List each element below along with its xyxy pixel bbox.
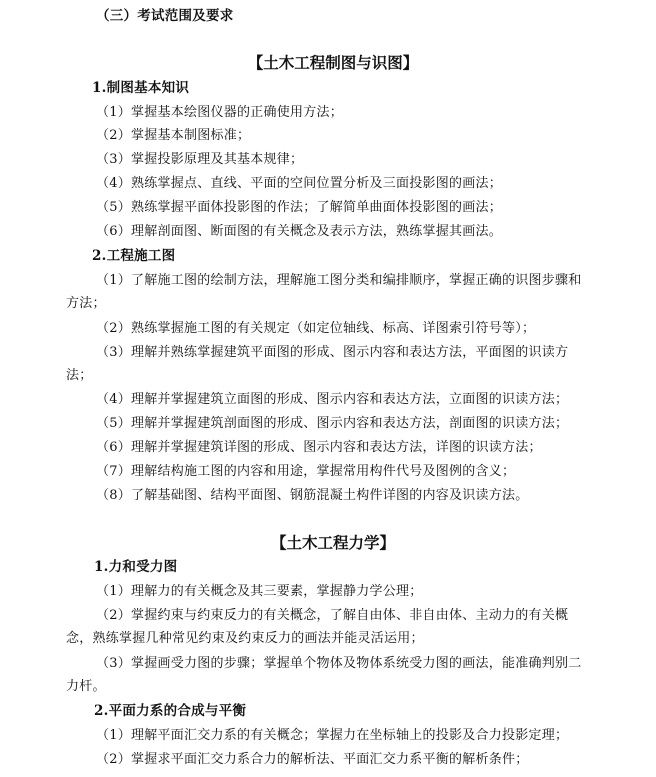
subsection-heading: 1.制图基本知识 (92, 80, 190, 96)
list-item: （2）掌握基本制图标准； (96, 128, 251, 143)
list-item: （6）理解并掌握建筑详图的形成、图示内容和表达方法，详图的识读方法； (96, 440, 542, 455)
subsection-heading: 2.平面力系的合成与平衡 (94, 703, 247, 719)
list-item: （1）了解施工图的绘制方法，理解施工图分类和编排顺序，掌握正确的识图步骤和 (96, 273, 582, 288)
list-item: （4）理解并掌握建筑立面图的形成、图示内容和表达方法，立面图的识读方法； (96, 392, 569, 407)
list-item: （1）掌握基本绘图仪器的正确使用方法； (96, 105, 344, 120)
list-item-continuation: 力杆。 (66, 679, 106, 694)
list-item: （1）理解平面汇交力系的有关概念；掌握力在坐标轴上的投影及合力投影定理； (96, 728, 569, 743)
subsection-heading: 1.力和受力图 (94, 559, 178, 575)
list-item: （6）理解剖面图、断面图的有关概念及表示方法，熟练掌握其画法。 (96, 224, 503, 239)
list-item: （4）熟练掌握点、直线、平面的空间位置分析及三面投影图的画法； (96, 176, 503, 191)
list-item: （8）了解基础图、结构平面图、钢筋混凝土构件详图的内容及识读方法。 (96, 488, 529, 503)
list-item: （2）掌握求平面汇交力系合力的解析法、平面汇交力系平衡的解析条件； (96, 752, 529, 767)
list-item-continuation: 方法； (66, 296, 106, 311)
list-item: （3）掌握投影原理及其基本规律； (96, 152, 304, 167)
list-item: （1）理解力的有关概念及其三要素，掌握静力学公理； (96, 584, 423, 599)
list-item-continuation: 法； (66, 368, 93, 383)
list-item: （3）掌握画受力图的步骤；掌握单个物体及物体系统受力图的画法，能准确判别二 (96, 656, 582, 671)
list-item: （3）理解并熟练掌握建筑平面图的形成、图示内容和表达方法，平面图的识读方 (96, 345, 569, 360)
section-title: （三）考试范围及要求 (96, 8, 234, 24)
list-item: （5）理解并掌握建筑剖面图的形成、图示内容和表达方法，剖面图的识读方法； (96, 416, 569, 431)
list-item: （2）熟练掌握施工图的有关规定（如定位轴线、标高、详图索引符号等）； (96, 321, 536, 336)
list-item: （2）掌握约束与约束反力的有关概念，了解自由体、非自由体、主动力的有关概 (96, 608, 569, 623)
list-item-continuation: 念，熟练掌握几种常见约束及约束反力的画法并能灵活运用； (66, 631, 424, 646)
list-item: （7）理解结构施工图的内容和用途，掌握常用构件代号及图例的含义； (96, 464, 516, 479)
module-title-mechanics: 【土木工程力学】 (270, 533, 395, 552)
subsection-heading: 2.工程施工图 (92, 248, 176, 264)
module-title-drawing: 【土木工程制图与识图】 (247, 53, 419, 72)
list-item: （5）熟练掌握平面体投影图的作法；了解简单曲面体投影图的画法； (96, 200, 503, 215)
